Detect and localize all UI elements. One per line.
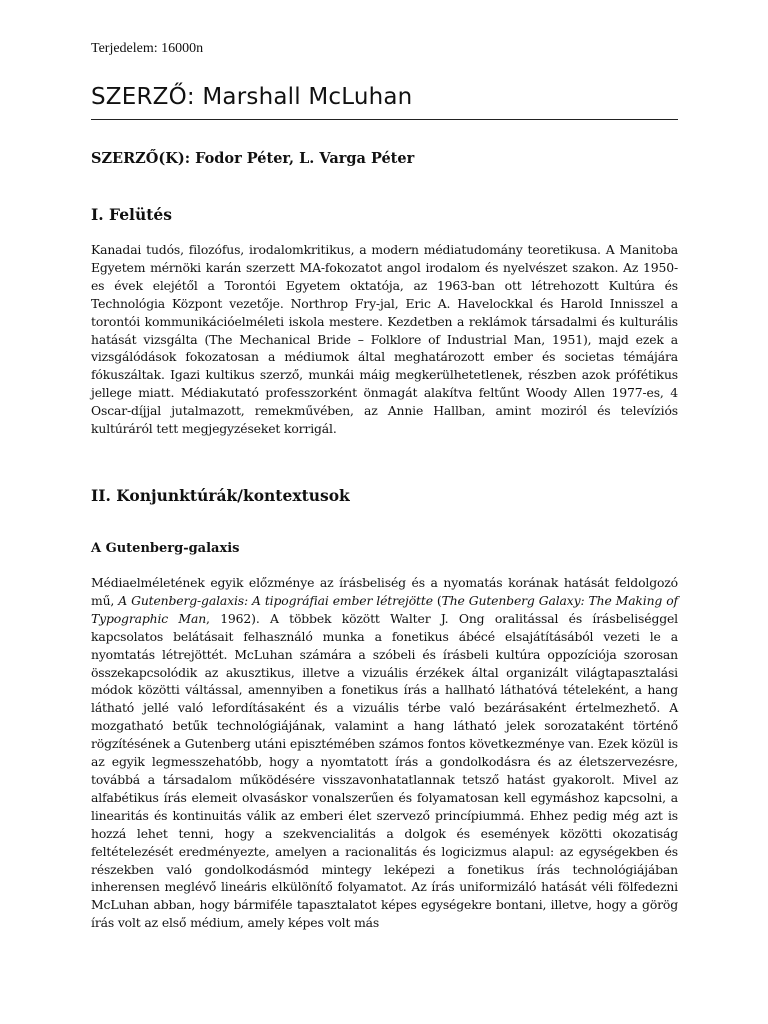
paren-open: ( (432, 592, 442, 608)
page-title: SZERZŐ: Marshall McLuhan (91, 84, 678, 120)
paragraph-felutes: Kanadai tudós, filozófus, irodalomkritikus, a modern médiatudomány teoretikusa. A Manitoba Egyetem mérnöki karán szerzett MA-fokozatot angol irodalom és nyelvészet szakon. Az 1950-es évek elejétől a Torontói Egyetem oktatója, az 1963-ban ott létrehozott Kultúra és Technológia Központ vezetője. Northrop Fry-jal, Eric A. Havelockkal és Harold Innisszel a torontói kommunikációelméleti iskola mestere. Kezdetben a reklámok társadalmi és kulturális hatását vizsgálta (The Mechanical Bride – Folklore of Industrial Man, 1951), majd ezek a vizsgálódások fokozatosan a médiumok által meghatározott ember és societas témájára fókuszáltak. Igazi kultikus szerző, munkái máig megkerülhetetlenek, részben azok prófétikus jellege miatt. Médiakutató professzorként önmagát alakítva feltűnt Woody Allen 1977-es, 4 Oscar-díjjal jutalmazott, remekművében, az Annie Hallban, amint moziról és televíziós kultúráról tett megjegyzéseket korrigál. (91, 242, 678, 437)
book-title-hungarian: A Gutenberg-galaxis: A tipográfiai ember létrejötte (118, 592, 433, 608)
section-heading-felutes: I. Felütés (91, 205, 172, 224)
paragraph-intro: Médiaelméletének egyik előzménye az írásbeliség és a nyomatás korának hatását feldolgozó mű, (91, 575, 678, 608)
subsection-heading-gutenberg: A Gutenberg-galaxis (91, 541, 240, 556)
paragraph-gutenberg (91, 574, 678, 932)
book-title-english: The Gutenberg Galaxy: The Making of Typographic Man (91, 592, 678, 626)
authors-line: SZERZŐ(K): Fodor Péter, L. Varga Péter (91, 150, 415, 167)
length-label: Terjedelem: 16000n (91, 41, 204, 56)
section-heading-konjunkturak: II. Konjunktúrák/kontextusok (91, 486, 350, 505)
paragraph-rest: , 1962). A többek között Walter J. Ong oralitással és írásbeliséggel kapcsolatos belátásait felhasználó munka a fonetikus ábécé elsajátításából vezeti le a nyomtatás létrejöttét. McLuhan számára a szóbeli és írásbeli kultúra oppozíciója szorosan összekapcsolódik az akusztikus, illetve a vizuális érzékek által organizált világtapasztalási módok közötti váltással, amennyiben a fonetikus írás a hallható láthatóvá tételeként, a hang látható jellé való lefordításaként és a vizuális térbe való bezárásaként értelmezhető. A mozgatható betűk technológiájának, valamint a hang látható jelek sorozataként történő rögzítésének a Gutenberg utáni episztémében számos fontos következménye van. Ezek közül is az egyik legmesszehatóbb, hogy a nyomtatott írás a gondolkodásra és az életszervezésre, továbbá a társadalom működésére visszavonhatatlannak tetsző hatást gyakorolt. Mivel az alfabétikus írás elemeit olvasáskor vonalszerűen és folyamatosan kell egymáshoz kapcsolni, a linearitás és kontinuitás válik az emberi élet szervező princípiummá. Ehhez pedig még azt is hozzá lehet tenni, hogy a szekvencialitás a dolgok és események közötti okozatiság feltételezését eredményezte, amelyen a racionalitás és logicizmus alapul: az egységekben és részekben való gondolkodásmód mintegy leképezi a fonetikus írás technológiájában inherensen meglévő lineáris elkülönítő folyamatot. Az írás uniformizáló hatását véli fölfedezni McLuhan abban, hogy bármiféle tapasztalatot képes egységekre bontani, illetve, hogy a görög írás volt az első médium, amely képes volt más (91, 610, 678, 931)
